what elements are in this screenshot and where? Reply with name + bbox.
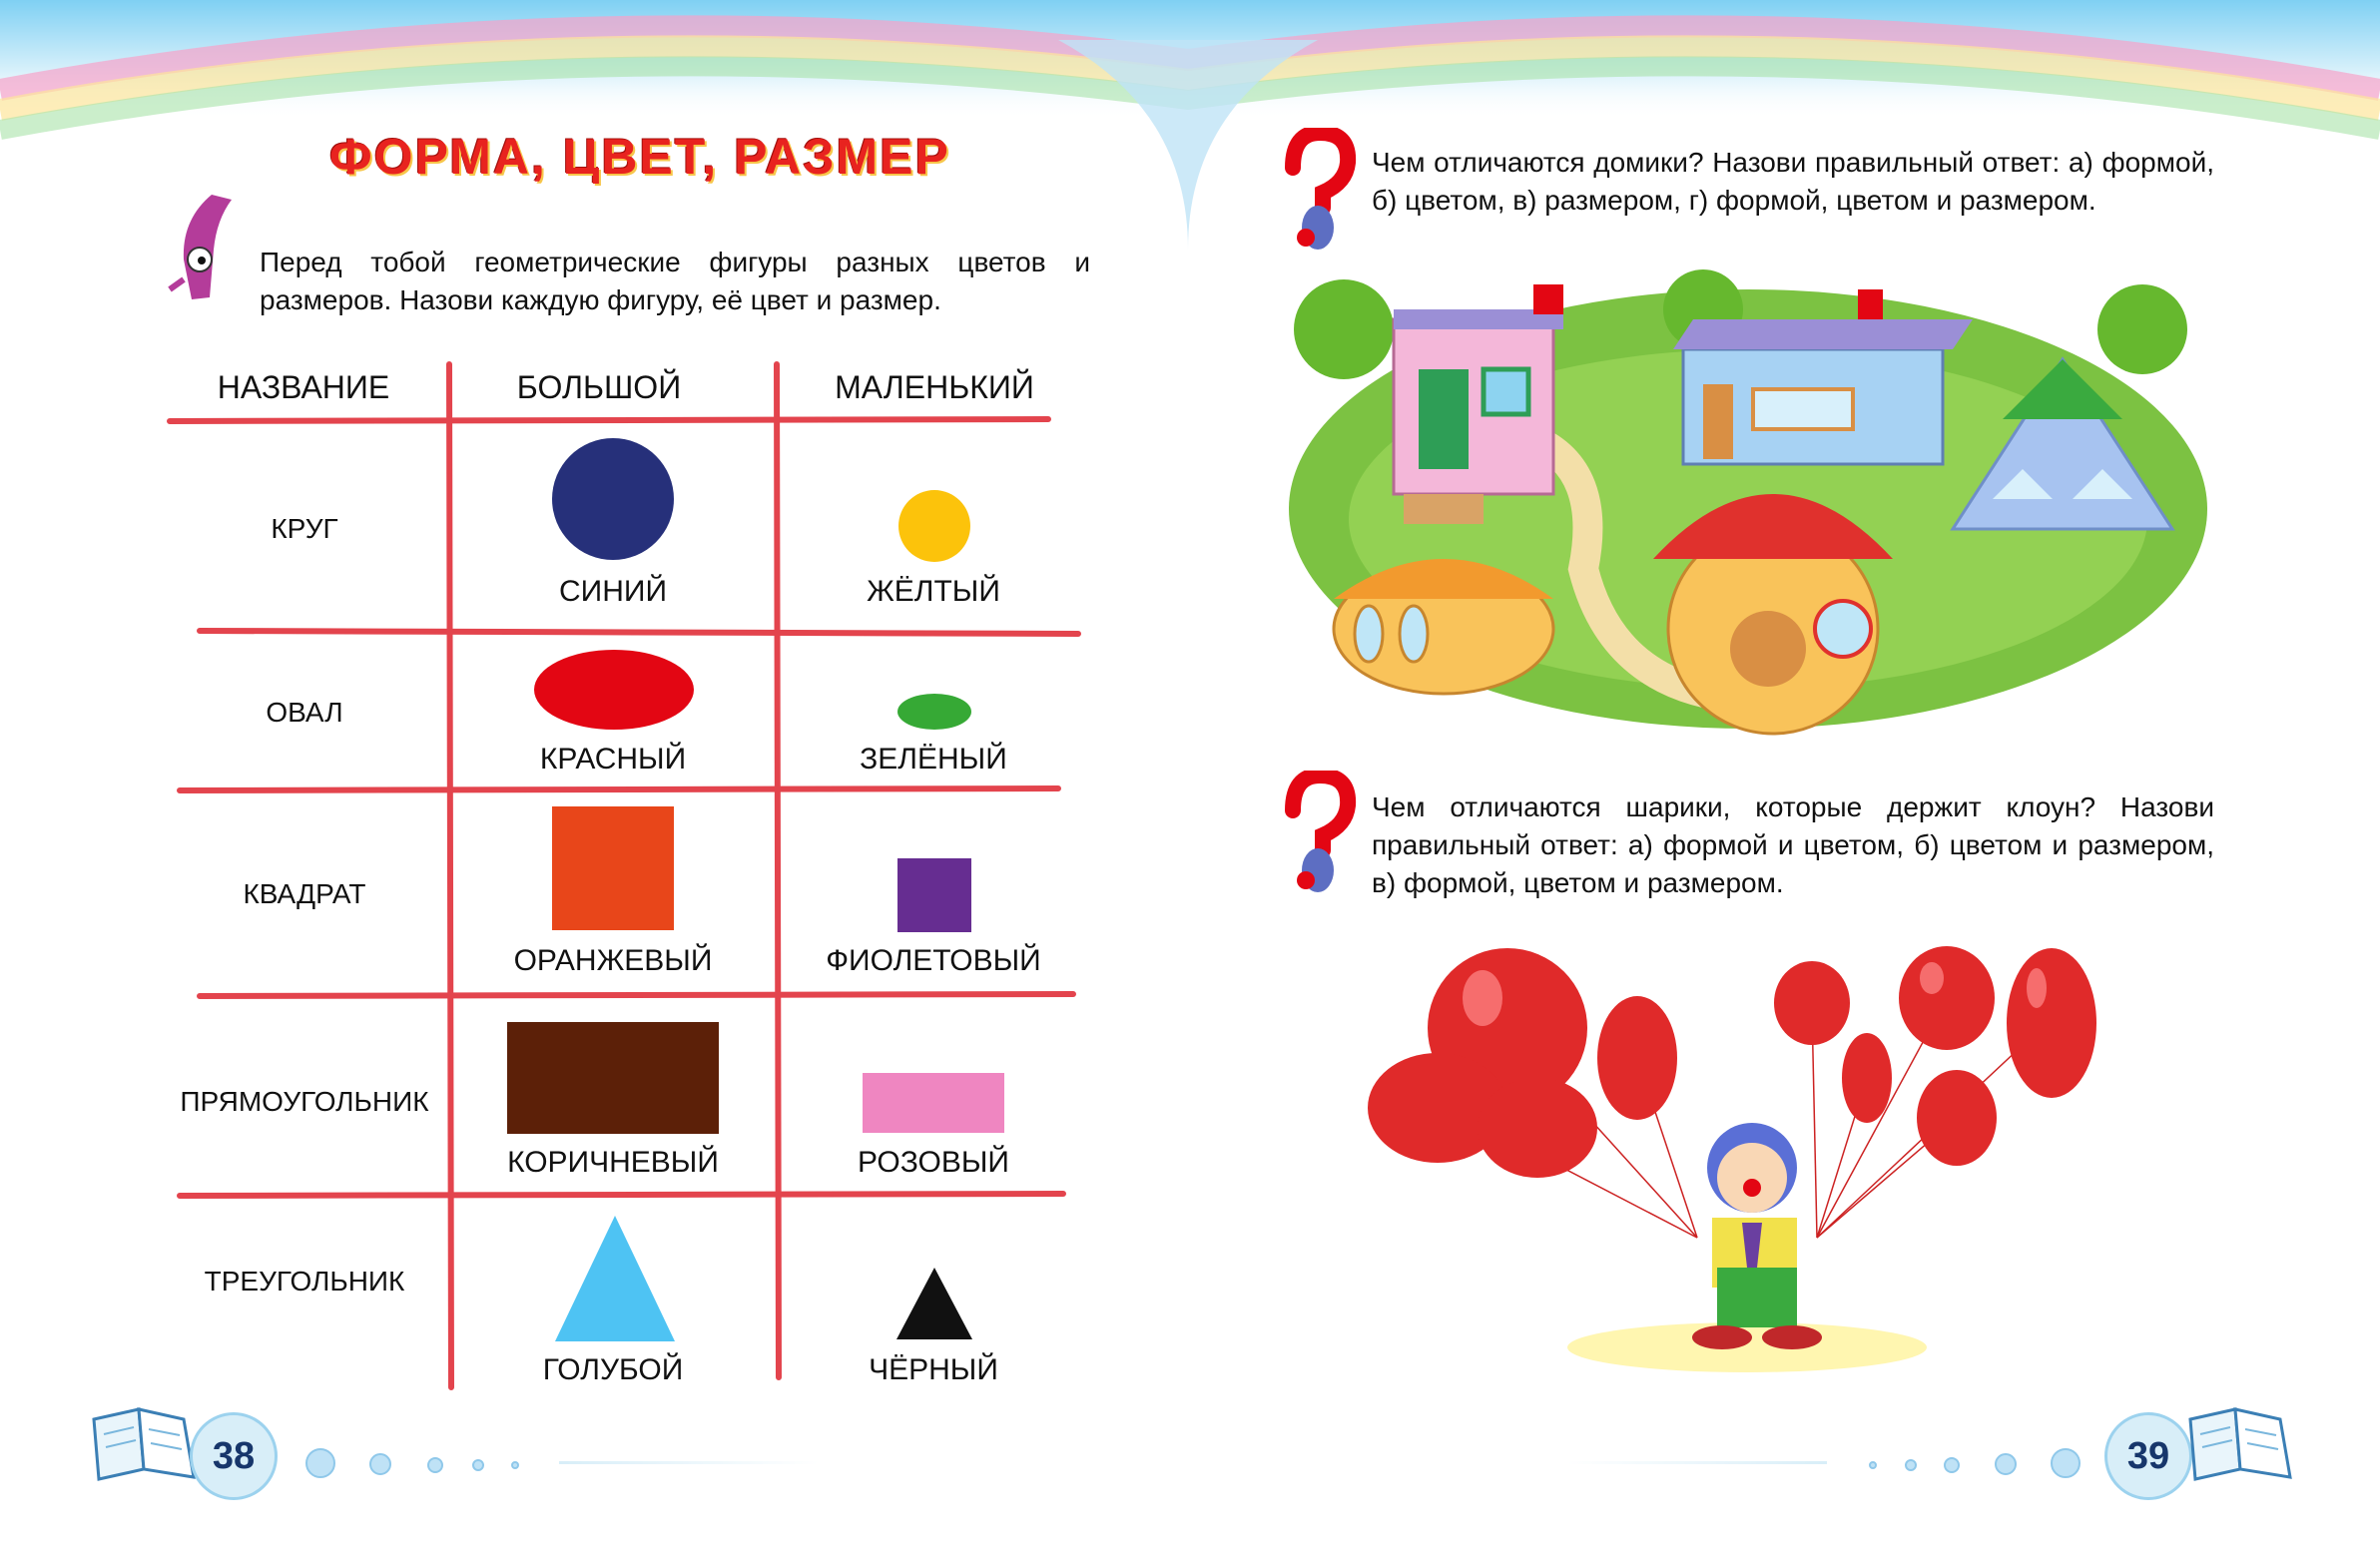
caption-blue: СИНИЙ [558,575,668,608]
decor-dot [1905,1459,1917,1471]
row-name-square: КВАДРАТ [243,878,366,909]
caption-black: ЧЁРНЫЙ [869,1353,998,1386]
caption-yellow: ЖЁЛТЫЙ [867,575,1000,608]
pencil-mascot-icon [162,190,242,309]
decor-dot [2051,1448,2081,1478]
big-circle-shape [551,437,675,561]
question-houses-text: Чем отличаются домики? Назови правильный ответ: а) формой, б) цветом, в) размером, г) формой, цветом и размером. [1372,147,2214,216]
big-triangle-shape [555,1216,675,1341]
caption-pink: РОЗОВЫЙ [858,1146,1009,1179]
decor-dot [305,1448,335,1478]
question-balloons-text: Чем отличаются шарики, которые держит клоун? Назови правильный ответ: а) формой и цветом, б) цветом и размером, в) формой, цветом и размером. [1372,791,2214,898]
big-rectangle-shape [507,1022,719,1134]
open-book-icon-left [84,1389,204,1485]
page-number-right: 39 [2104,1412,2192,1500]
caption-red: КРАСНЫЙ [539,743,687,776]
intro-text: Перед тобой геометрические фигуры разных цветов и размеров. Назови каждую фигуру, её цвет и размер. [260,247,1090,315]
open-book-icon-right [2180,1389,2300,1485]
caption-brown: КОРИЧНЕВЫЙ [507,1146,719,1179]
row-name-rectangle: ПРЯМОУГОЛЬНИК [180,1086,429,1117]
page-number-left: 38 [190,1412,278,1500]
caption-violet: ФИОЛЕТОВЫЙ [826,944,1041,977]
decor-dot [427,1457,443,1473]
small-rectangle-shape [863,1073,1004,1133]
decor-dot [369,1453,391,1475]
big-oval-shape [533,649,695,731]
header-name: НАЗВАНИЕ [217,369,390,405]
decor-dot [511,1461,519,1469]
row-name-triangle: ТРЕУГОЛЬНИК [204,1266,405,1297]
page-title: ФОРМА, ЦВЕТ, РАЗМЕР [329,129,950,185]
header-small: МАЛЕНЬКИЙ [835,369,1034,405]
decor-dot [1869,1461,1877,1469]
footer-line-right [1567,1461,1827,1464]
row-name-oval: ОВАЛ [266,697,343,728]
small-circle-shape [897,489,971,563]
big-square-shape [552,806,674,930]
question-mark-mascot-icon [1278,128,1358,258]
question-mark-mascot-icon-2 [1278,771,1358,900]
small-oval-shape [896,693,972,731]
small-triangle-shape [896,1268,972,1339]
header-big: БОЛЬШОЙ [516,369,682,405]
decor-dot [472,1459,484,1471]
small-square-shape [897,858,971,932]
caption-orange: ОРАНЖЕВЫЙ [513,944,713,977]
footer-line-left [559,1461,819,1464]
decor-dot [1944,1457,1960,1473]
row-name-circle: КРУГ [271,513,338,544]
decor-dot [1995,1453,2017,1475]
caption-green: ЗЕЛЁНЫЙ [860,743,1007,776]
caption-light-blue: ГОЛУБОЙ [542,1353,684,1386]
clown-balloons-illustration [1368,938,2126,1377]
houses-illustration [1284,269,2212,749]
